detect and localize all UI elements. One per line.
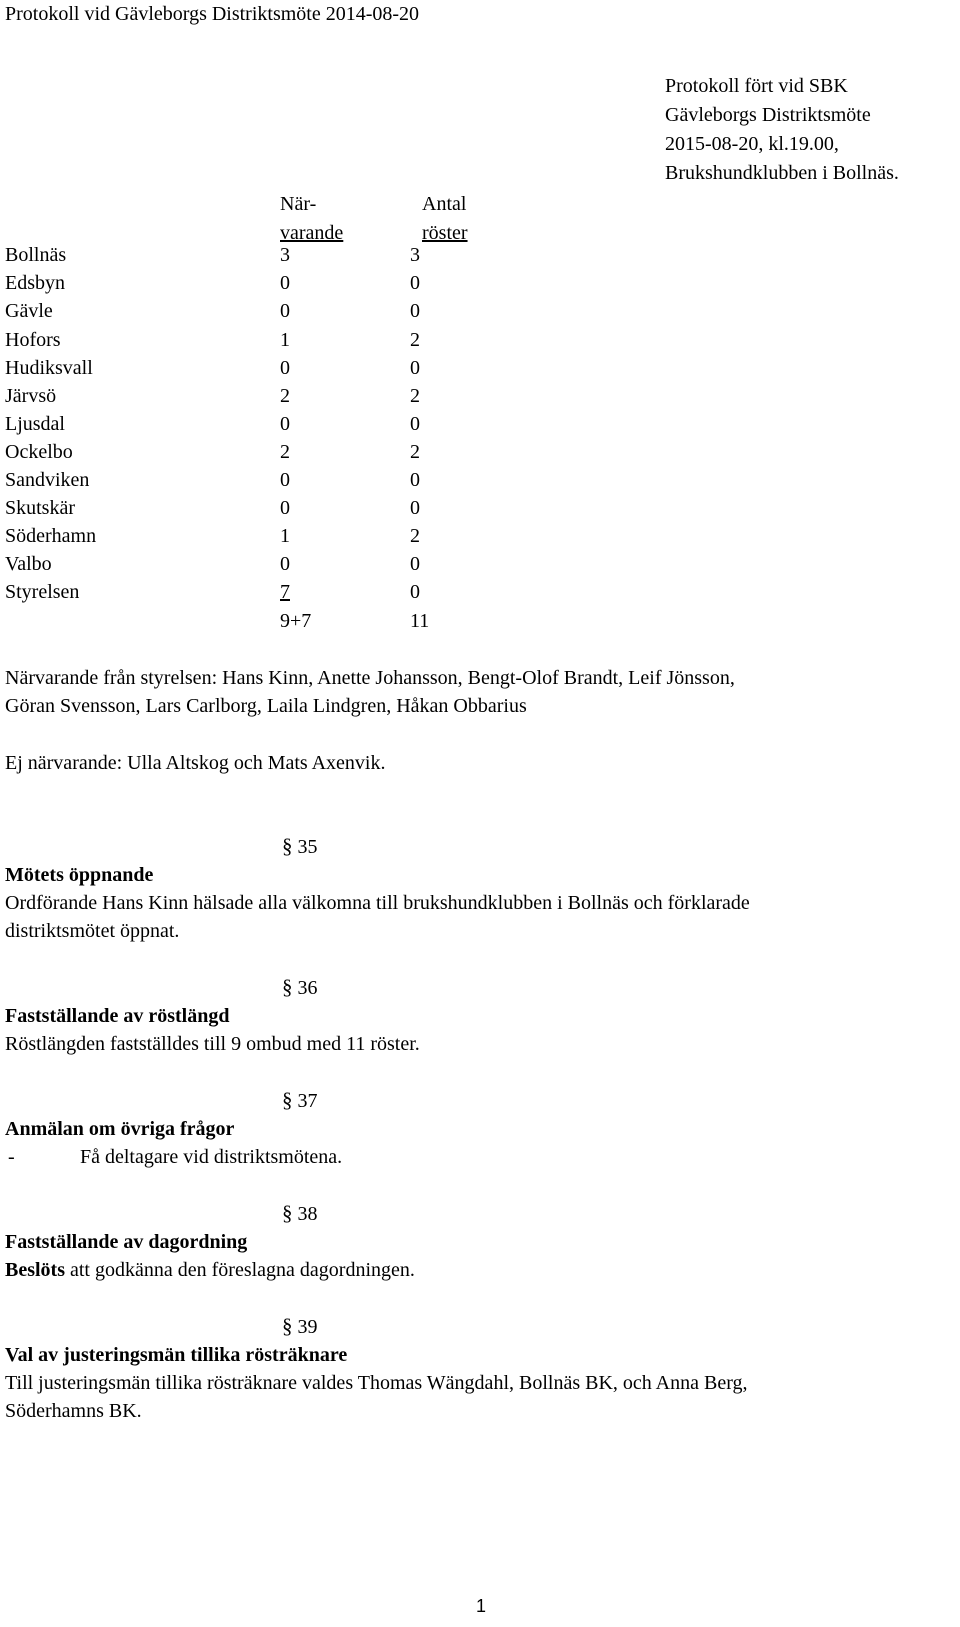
section-number: 39 [297, 1316, 318, 1338]
present-count: 0 [280, 553, 290, 575]
table-row [5, 494, 505, 523]
section-text-line: Ordförande Hans Kinn hälsade alla välkomna till brukshundklubben i Bollnäs och förklarade [5, 892, 750, 914]
club-name: Ljusdal [5, 413, 65, 435]
present-board-members [5, 664, 940, 720]
page-number: 1 [476, 1596, 487, 1616]
section-text-line: distriktsmötet öppnat. [5, 920, 180, 942]
bullet-dash: - [8, 1146, 15, 1168]
present-count: 7 [280, 581, 290, 603]
section-text-line: Söderhamns BK. [5, 1400, 142, 1422]
present-count: 2 [280, 441, 290, 463]
present-count: 2 [280, 385, 290, 407]
protocol-note-line: Protokoll fört vid SBK [665, 75, 848, 97]
decision-text: att godkänna den föreslagna dagordningen. [65, 1259, 415, 1281]
table-total-row [5, 607, 505, 636]
decision-word: Beslöts [5, 1259, 65, 1281]
section-39-number [282, 1312, 318, 1340]
column-header-present-line1: När- [280, 193, 317, 215]
club-name: Valbo [5, 553, 52, 575]
present-count: 0 [280, 469, 290, 491]
vote-count: 0 [410, 300, 420, 322]
club-name: Edsbyn [5, 272, 65, 294]
section-heading: Fastställande av dagordning [5, 1231, 248, 1253]
section-heading: Val av justeringsmän tillika rösträknare [5, 1344, 348, 1366]
present-count: 3 [280, 244, 290, 266]
table-row [5, 354, 505, 383]
club-name: Järvsö [5, 385, 57, 407]
table-row [5, 550, 505, 579]
present-count: 0 [280, 497, 290, 519]
section-text: Röstlängden fastställdes till 9 ombud med 11 röster. [5, 1033, 420, 1055]
present-count: 0 [280, 272, 290, 294]
section-36-number [282, 973, 318, 1001]
protocol-note [665, 72, 899, 188]
section-text [5, 889, 940, 945]
table-row [5, 269, 505, 298]
section-heading: Anmälan om övriga frågor [5, 1118, 235, 1140]
section-38-number [282, 1199, 318, 1227]
present-line: Göran Svensson, Lars Carlborg, Laila Lindgren, Håkan Obbarius [5, 695, 527, 717]
column-header-present [280, 190, 343, 248]
column-header-votes [422, 190, 468, 248]
section-text [5, 1369, 940, 1425]
protocol-note-line: Gävleborgs Distriktsmöte [665, 104, 871, 126]
club-name: Skutskär [5, 497, 75, 519]
club-name: Hofors [5, 329, 61, 351]
total-present: 9+7 [280, 610, 312, 632]
table-row [5, 382, 505, 411]
section-text-line: Till justeringsmän tillika rösträknare valdes Thomas Wängdahl, Bollnäs BK, och Anna Berg, [5, 1372, 748, 1394]
club-name: Gävle [5, 300, 53, 322]
table-row [5, 438, 505, 467]
paragraph-sign-icon: § [282, 1088, 293, 1112]
vote-count: 2 [410, 441, 420, 463]
present-line: Närvarande från styrelsen: Hans Kinn, Anette Johansson, Bengt-Olof Brandt, Leif Jönsson, [5, 667, 735, 689]
vote-count: 0 [410, 497, 420, 519]
present-count: 0 [280, 357, 290, 379]
vote-count: 2 [410, 525, 420, 547]
present-count: 1 [280, 525, 290, 547]
table-row [5, 522, 505, 551]
paragraph-sign-icon: § [282, 1314, 293, 1338]
club-name: Hudiksvall [5, 357, 93, 379]
vote-count: 3 [410, 244, 420, 266]
table-row [5, 410, 505, 439]
vote-count: 0 [410, 581, 420, 603]
vote-count: 0 [410, 272, 420, 294]
section-number: 36 [297, 977, 318, 999]
section-number: 37 [297, 1090, 318, 1112]
vote-count: 2 [410, 329, 420, 351]
table-row [5, 241, 505, 270]
present-count: 0 [280, 413, 290, 435]
vote-count: 2 [410, 385, 420, 407]
club-name: Bollnäs [5, 244, 67, 266]
present-count: 0 [280, 300, 290, 322]
club-name: Söderhamn [5, 525, 97, 547]
vote-count: 0 [410, 469, 420, 491]
club-name: Ockelbo [5, 441, 73, 463]
club-name: Sandviken [5, 469, 90, 491]
column-header-present-line2: varande [280, 222, 344, 244]
present-count: 1 [280, 329, 290, 351]
club-name: Styrelsen [5, 581, 80, 603]
protocol-note-line: 2015-08-20, kl.19.00, [665, 133, 839, 155]
section-text [5, 1256, 940, 1284]
vote-count: 0 [410, 553, 420, 575]
table-row [5, 466, 505, 495]
total-votes: 11 [410, 610, 430, 632]
table-row [5, 326, 505, 355]
bullet-item: Få deltagare vid distriktsmötena. [80, 1146, 343, 1168]
vote-count: 0 [410, 357, 420, 379]
section-number: 38 [297, 1203, 318, 1225]
column-header-votes-line1: Antal [422, 193, 467, 215]
table-row [5, 578, 505, 607]
vote-count: 0 [410, 413, 420, 435]
section-heading: Mötets öppnande [5, 864, 154, 886]
section-heading: Fastställande av röstlängd [5, 1005, 230, 1027]
section-number: 35 [297, 836, 318, 858]
document-title: Protokoll vid Gävleborgs Distriktsmöte 2014-08-20 [5, 3, 420, 25]
paragraph-sign-icon: § [282, 834, 293, 858]
protocol-note-line: Brukshundklubben i Bollnäs. [665, 162, 899, 184]
column-header-votes-line2: röster [422, 222, 468, 244]
paragraph-sign-icon: § [282, 1201, 293, 1225]
section-37-number [282, 1086, 318, 1114]
absent-members: Ej närvarande: Ulla Altskog och Mats Axenvik. [5, 752, 386, 774]
table-row [5, 297, 505, 326]
paragraph-sign-icon: § [282, 975, 293, 999]
section-35-number [282, 832, 318, 860]
